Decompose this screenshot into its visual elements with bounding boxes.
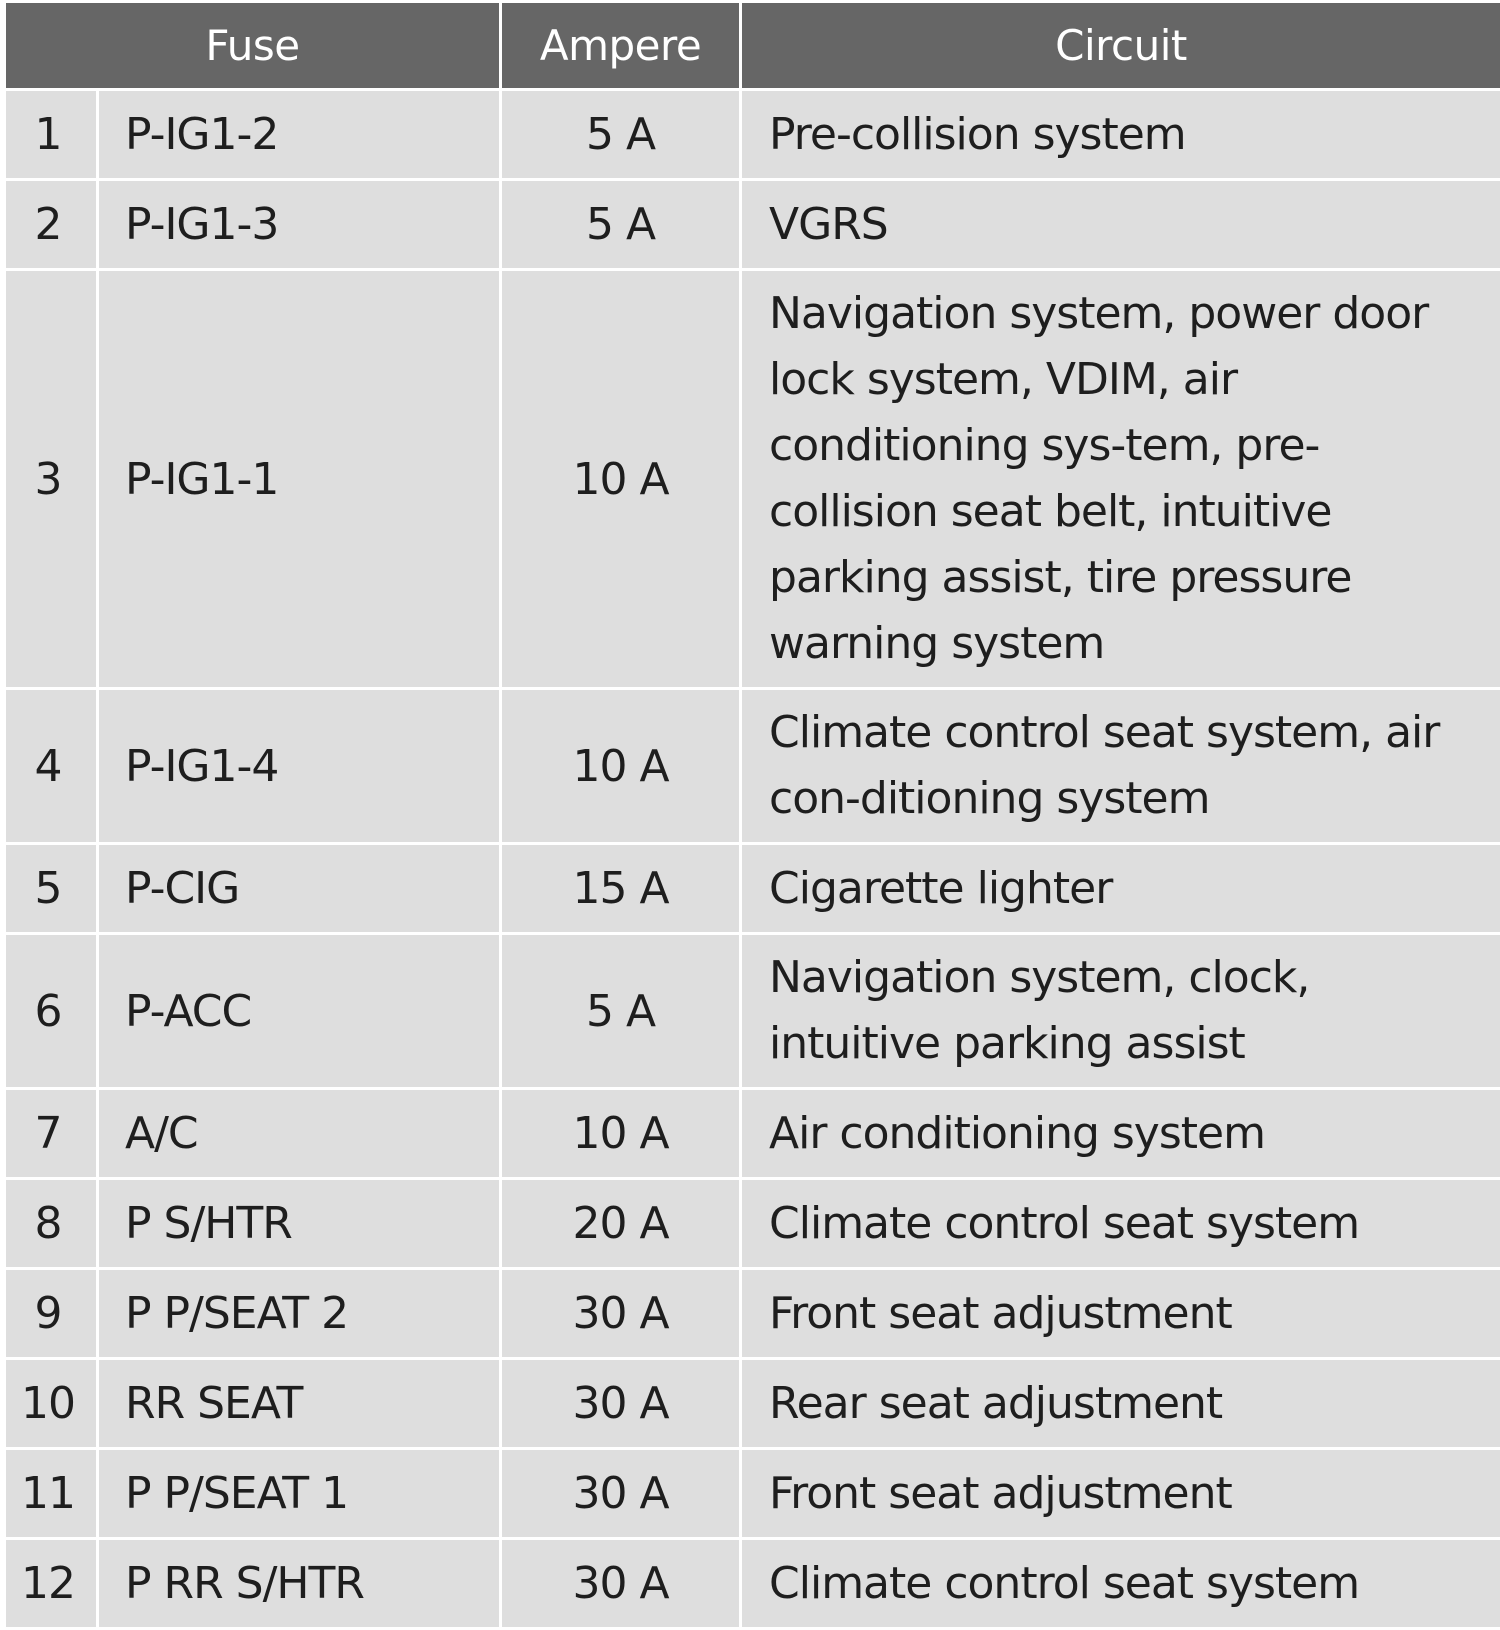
header-circuit: Circuit bbox=[741, 2, 1500, 90]
fuse-circuit: Front seat adjustment bbox=[741, 1269, 1500, 1359]
fuse-ampere: 30 A bbox=[501, 1449, 741, 1539]
fuse-name: P-IG1-2 bbox=[98, 90, 501, 180]
fuse-number: 5 bbox=[5, 844, 98, 934]
header-ampere: Ampere bbox=[501, 2, 741, 90]
fuse-circuit: Pre-collision system bbox=[741, 90, 1500, 180]
fuse-name: P-CIG bbox=[98, 844, 501, 934]
table-row bbox=[5, 1449, 1500, 1539]
table-row bbox=[5, 934, 1500, 1089]
fuse-name: P-IG1-4 bbox=[98, 689, 501, 844]
table-row bbox=[5, 1269, 1500, 1359]
table-row bbox=[5, 90, 1500, 180]
fuse-name: P RR S/HTR bbox=[98, 1539, 501, 1629]
fuse-ampere: 10 A bbox=[501, 270, 741, 689]
fuse-circuit: Climate control seat system bbox=[741, 1179, 1500, 1269]
fuse-ampere: 10 A bbox=[501, 689, 741, 844]
fuse-name: P P/SEAT 1 bbox=[98, 1449, 501, 1539]
fuse-name: RR SEAT bbox=[98, 1359, 501, 1449]
fuse-ampere: 15 A bbox=[501, 844, 741, 934]
fuse-number: 6 bbox=[5, 934, 98, 1089]
fuse-circuit: Climate control seat system, air con-ditioning system bbox=[741, 689, 1500, 844]
fuse-number: 2 bbox=[5, 180, 98, 270]
table-row bbox=[5, 1359, 1500, 1449]
fuse-ampere: 20 A bbox=[501, 1179, 741, 1269]
table-row bbox=[5, 689, 1500, 844]
header-fuse: Fuse bbox=[5, 2, 501, 90]
fuse-ampere: 5 A bbox=[501, 934, 741, 1089]
fuse-number: 11 bbox=[5, 1449, 98, 1539]
fuse-ampere: 10 A bbox=[501, 1089, 741, 1179]
fuse-name: A/C bbox=[98, 1089, 501, 1179]
fuse-number: 7 bbox=[5, 1089, 98, 1179]
fuse-number: 12 bbox=[5, 1539, 98, 1629]
table-row bbox=[5, 180, 1500, 270]
fuse-number: 3 bbox=[5, 270, 98, 689]
fuse-number: 10 bbox=[5, 1359, 98, 1449]
fuse-circuit: Front seat adjustment bbox=[741, 1449, 1500, 1539]
fuse-table bbox=[3, 0, 1500, 1630]
table-row bbox=[5, 1539, 1500, 1629]
fuse-name: P-IG1-3 bbox=[98, 180, 501, 270]
table-row bbox=[5, 1179, 1500, 1269]
fuse-circuit: Navigation system, clock, intuitive parking assist bbox=[741, 934, 1500, 1089]
fuse-ampere: 5 A bbox=[501, 90, 741, 180]
fuse-name: P-ACC bbox=[98, 934, 501, 1089]
table-row bbox=[5, 1089, 1500, 1179]
fuse-number: 4 bbox=[5, 689, 98, 844]
fuse-ampere: 30 A bbox=[501, 1539, 741, 1629]
fuse-ampere: 30 A bbox=[501, 1269, 741, 1359]
fuse-circuit: Climate control seat system bbox=[741, 1539, 1500, 1629]
fuse-name: P P/SEAT 2 bbox=[98, 1269, 501, 1359]
fuse-circuit: Rear seat adjustment bbox=[741, 1359, 1500, 1449]
fuse-number: 1 bbox=[5, 90, 98, 180]
fuse-number: 9 bbox=[5, 1269, 98, 1359]
fuse-circuit: Air conditioning system bbox=[741, 1089, 1500, 1179]
header-row bbox=[5, 2, 1500, 90]
fuse-circuit: Cigarette lighter bbox=[741, 844, 1500, 934]
fuse-ampere: 30 A bbox=[501, 1359, 741, 1449]
fuse-circuit: Navigation system, power door lock system, VDIM, air conditioning sys-tem, pre-collision seat belt, intuitive parking assist, tire pressure warning system bbox=[741, 270, 1500, 689]
table-row bbox=[5, 270, 1500, 689]
fuse-circuit: VGRS bbox=[741, 180, 1500, 270]
fuse-ampere: 5 A bbox=[501, 180, 741, 270]
table-row bbox=[5, 844, 1500, 934]
fuse-number: 8 bbox=[5, 1179, 98, 1269]
fuse-name: P-IG1-1 bbox=[98, 270, 501, 689]
fuse-name: P S/HTR bbox=[98, 1179, 501, 1269]
